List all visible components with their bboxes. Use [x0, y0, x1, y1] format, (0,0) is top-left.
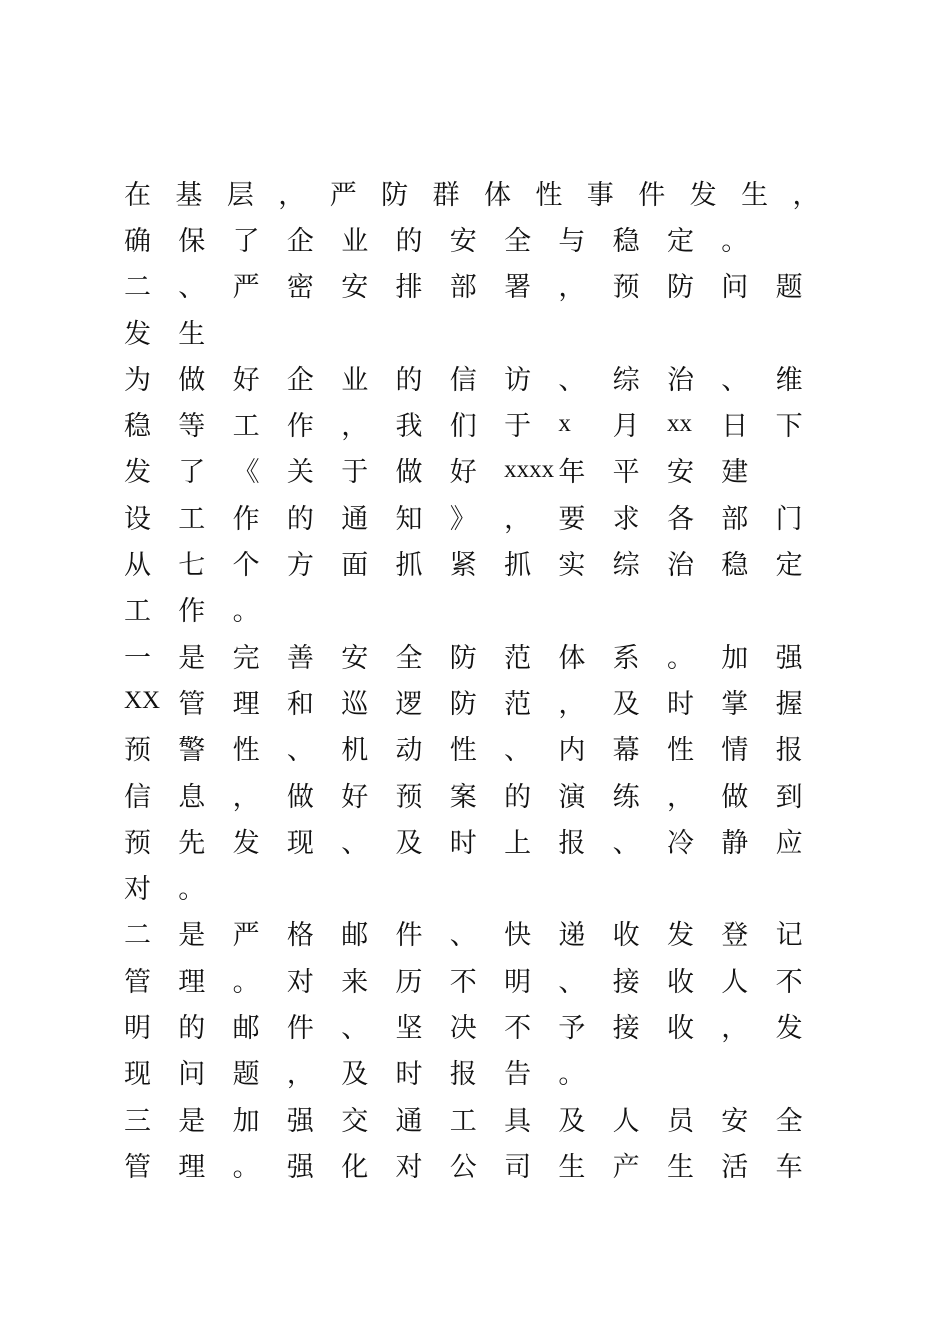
text-char: 的 [395, 364, 423, 396]
text-char: 接 [612, 966, 640, 998]
text-char: 通 [395, 1105, 423, 1137]
text-char: 、 [504, 735, 532, 767]
text-char: 问 [178, 1059, 206, 1091]
text-char: 严 [232, 920, 260, 952]
text-char: ， [286, 1059, 314, 1091]
text-char: 排 [395, 272, 423, 304]
text-char: 访 [504, 364, 532, 396]
text-char: 幕 [612, 735, 640, 767]
text-char: 演 [558, 781, 586, 813]
text-char: 。 [232, 596, 260, 628]
text-char: 密 [286, 272, 314, 304]
text-line [124, 725, 844, 771]
text-char: 历 [395, 966, 423, 998]
text-char: 预 [124, 735, 151, 767]
text-char: 完 [232, 642, 260, 674]
text-char: 企 [286, 225, 314, 257]
text-char: 确 [124, 225, 151, 257]
text-char: 理 [232, 688, 260, 720]
text-char: 稳 [721, 550, 749, 582]
text-char: 发 [775, 1012, 803, 1044]
text-char: 通 [341, 503, 369, 535]
text-char: 们 [449, 411, 477, 443]
text-char: 作 [286, 411, 314, 443]
text-char: 内 [558, 735, 586, 767]
text-char: 予 [558, 1012, 586, 1044]
text-char: 明 [124, 1012, 151, 1044]
text-char: 了 [232, 225, 260, 257]
text-char: 预 [612, 272, 640, 304]
text-char: 综 [612, 364, 640, 396]
text-char: 抓 [504, 550, 532, 582]
text-char: 发 [232, 827, 260, 859]
text-char: 。 [232, 1151, 260, 1183]
text-char: 登 [721, 920, 749, 952]
text-char: 不 [775, 966, 803, 998]
text-char: 三 [124, 1105, 151, 1137]
text-char: 工 [124, 596, 151, 628]
text-char: 冷 [666, 827, 694, 859]
text-char: 明 [504, 966, 532, 998]
text-char: 方 [286, 550, 314, 582]
text-char: 二 [124, 272, 151, 304]
text-char: 不 [504, 1012, 532, 1044]
text-char: 静 [721, 827, 749, 859]
text-char: 抓 [395, 550, 423, 582]
text-char: 月 [612, 411, 640, 443]
text-char: 握 [775, 688, 803, 720]
text-char: 发 [666, 920, 694, 952]
text-char: 邮 [232, 1012, 260, 1044]
text-char: 做 [286, 781, 314, 813]
text-char: 上 [504, 827, 532, 859]
text-line [124, 262, 844, 308]
text-char: 工 [449, 1105, 477, 1137]
text-char: 维 [775, 364, 803, 396]
text-line [124, 1002, 844, 1048]
text-char: 体 [558, 642, 586, 674]
text-char: 防 [449, 642, 477, 674]
text-line [124, 678, 844, 724]
text-char: 、 [449, 920, 477, 952]
text-char: 到 [775, 781, 803, 813]
text-char: 和 [286, 688, 314, 720]
text-char: 件 [286, 1012, 314, 1044]
text-char: 稳 [612, 225, 640, 257]
text-char: 及 [558, 1105, 586, 1137]
text-char: 在 [124, 179, 151, 211]
text-char: 从 [124, 550, 151, 582]
text-line [124, 1141, 844, 1187]
text-char: ， [792, 179, 820, 211]
text-char: 七 [178, 550, 206, 582]
text-char: 。 [558, 1059, 586, 1091]
text-char: 关 [286, 457, 314, 489]
text-char: 全 [395, 642, 423, 674]
text-char: 防 [449, 688, 477, 720]
text-char: 性 [232, 735, 260, 767]
text-char: 报 [775, 735, 803, 767]
text-char: 时 [395, 1059, 423, 1091]
text-char: 收 [666, 966, 694, 998]
text-char: 发 [124, 457, 151, 489]
text-char: 做 [178, 364, 206, 396]
text-char: 司 [504, 1151, 532, 1183]
text-char: 稳 [124, 411, 151, 443]
text-char: 交 [341, 1105, 369, 1137]
text-char: 来 [341, 966, 369, 998]
text-line [124, 771, 844, 817]
text-char: 时 [449, 827, 477, 859]
text-char: 加 [721, 642, 749, 674]
text-char: 递 [558, 920, 586, 952]
text-char: 生 [666, 1151, 694, 1183]
text-char: XX [124, 687, 161, 715]
text-char: 、 [558, 364, 586, 396]
text-char: 现 [124, 1059, 151, 1091]
text-char: 性 [449, 735, 477, 767]
text-char: 发 [689, 179, 717, 211]
text-char: 、 [286, 735, 314, 767]
text-char: 。 [232, 966, 260, 998]
text-char: 下 [775, 411, 803, 443]
text-char: 定 [666, 225, 694, 257]
text-char: 安 [666, 457, 694, 489]
text-char: ， [558, 272, 586, 304]
text-char: 生 [178, 318, 206, 350]
text-char: 了 [178, 457, 206, 489]
text-char: ， [278, 179, 306, 211]
text-char: 全 [775, 1105, 803, 1137]
text-char: 部 [721, 503, 749, 535]
text-line [124, 817, 844, 863]
text-char: 生 [558, 1151, 586, 1183]
text-char: 时 [666, 688, 694, 720]
text-char: 好 [232, 364, 260, 396]
text-char: 管 [124, 1151, 151, 1183]
document-body [124, 169, 844, 1188]
text-char: 好 [449, 457, 477, 489]
text-line [124, 215, 844, 261]
text-line [124, 447, 844, 493]
text-char: 平 [612, 457, 640, 489]
text-line [124, 493, 844, 539]
text-char: 范 [504, 642, 532, 674]
text-char: 快 [504, 920, 532, 952]
text-char: ， [504, 503, 532, 535]
text-line [124, 956, 844, 1002]
text-char: 求 [612, 503, 640, 535]
text-char: 群 [432, 179, 460, 211]
text-char: 安 [341, 272, 369, 304]
text-char: 接 [612, 1012, 640, 1044]
text-char: 性 [535, 179, 563, 211]
text-char: 对 [286, 966, 314, 998]
text-char: 及 [395, 827, 423, 859]
text-char: 于 [504, 411, 532, 443]
text-char: 信 [124, 781, 151, 813]
text-char: 是 [178, 920, 206, 952]
text-char: 业 [341, 364, 369, 396]
text-char: 、 [558, 966, 586, 998]
text-char: 年 [558, 457, 586, 489]
text-char: 先 [178, 827, 206, 859]
text-char: 基 [175, 179, 203, 211]
text-char: 。 [666, 642, 694, 674]
text-char: 事 [586, 179, 614, 211]
text-char: 人 [721, 966, 749, 998]
text-char: 严 [329, 179, 357, 211]
text-char: 活 [721, 1151, 749, 1183]
text-char: 建 [721, 457, 749, 489]
text-char: 记 [775, 920, 803, 952]
text-char: xx [666, 409, 692, 437]
text-char: 情 [721, 735, 749, 767]
text-char: 层 [226, 179, 254, 211]
text-char: 业 [341, 225, 369, 257]
text-line [124, 1049, 844, 1095]
text-char: 各 [666, 503, 694, 535]
text-line [124, 910, 844, 956]
text-char: 产 [612, 1151, 640, 1183]
text-char: 的 [395, 225, 423, 257]
text-char: 全 [504, 225, 532, 257]
text-char: 工 [178, 503, 206, 535]
text-char: 对 [395, 1151, 423, 1183]
text-char: 坚 [395, 1012, 423, 1044]
text-char: 安 [721, 1105, 749, 1137]
text-char: xxxx [504, 455, 555, 483]
text-line [124, 400, 844, 446]
text-char: 一 [124, 642, 151, 674]
text-char: 收 [666, 1012, 694, 1044]
text-char: 部 [449, 272, 477, 304]
text-char: ， [666, 781, 694, 813]
text-line [124, 354, 844, 400]
text-char: 强 [286, 1105, 314, 1137]
text-char: 系 [612, 642, 640, 674]
text-char: 报 [449, 1059, 477, 1091]
text-char: ， [721, 1012, 749, 1044]
text-char: 安 [449, 225, 477, 257]
text-char: 格 [286, 920, 314, 952]
text-char: 信 [449, 364, 477, 396]
text-char: 管 [178, 688, 206, 720]
text-char: 设 [124, 503, 151, 535]
text-char: 及 [341, 1059, 369, 1091]
text-char: 》 [449, 503, 477, 535]
text-char: 加 [232, 1105, 260, 1137]
text-char: 的 [286, 503, 314, 535]
text-char: 、 [612, 827, 640, 859]
text-char: 预 [395, 781, 423, 813]
text-char: 的 [178, 1012, 206, 1044]
text-char: 作 [232, 503, 260, 535]
text-char: 范 [504, 688, 532, 720]
text-char: 作 [178, 596, 206, 628]
text-line [124, 632, 844, 678]
text-char: ， [558, 688, 586, 720]
text-char: 报 [558, 827, 586, 859]
text-char: 应 [775, 827, 803, 859]
text-char: 面 [341, 550, 369, 582]
text-char: 体 [483, 179, 511, 211]
text-char: 强 [286, 1151, 314, 1183]
text-char: ， [341, 411, 369, 443]
text-char: 门 [775, 503, 803, 535]
text-line [124, 1095, 844, 1141]
text-char: 、 [178, 272, 206, 304]
text-char: 于 [341, 457, 369, 489]
text-char: 要 [558, 503, 586, 535]
text-char: 防 [381, 179, 409, 211]
text-char: 管 [124, 966, 151, 998]
text-char: 化 [341, 1151, 369, 1183]
text-char: 个 [232, 550, 260, 582]
text-line [124, 586, 844, 632]
text-char: 治 [666, 550, 694, 582]
text-line [124, 169, 844, 215]
text-char: 巡 [341, 688, 369, 720]
text-char: 题 [775, 272, 803, 304]
text-char: 二 [124, 920, 151, 952]
text-char: 件 [395, 920, 423, 952]
text-char: 公 [449, 1151, 477, 1183]
text-char: 知 [395, 503, 423, 535]
text-char: 具 [504, 1105, 532, 1137]
text-char: 善 [286, 642, 314, 674]
text-char: 日 [721, 411, 749, 443]
text-char: 性 [666, 735, 694, 767]
text-char: 严 [232, 272, 260, 304]
text-line [124, 539, 844, 585]
text-char: 等 [178, 411, 206, 443]
text-char: 是 [178, 642, 206, 674]
text-char: 好 [341, 781, 369, 813]
text-char: 机 [341, 735, 369, 767]
text-char: 为 [124, 364, 151, 396]
text-char: 预 [124, 827, 151, 859]
text-char: 现 [286, 827, 314, 859]
text-char: 做 [395, 457, 423, 489]
text-char: 、 [341, 827, 369, 859]
text-char: 员 [666, 1105, 694, 1137]
text-char: 练 [612, 781, 640, 813]
text-char: 逻 [395, 688, 423, 720]
text-char: 对 [124, 874, 151, 906]
text-char: 防 [666, 272, 694, 304]
text-char: 发 [124, 318, 151, 350]
text-char: 动 [395, 735, 423, 767]
text-char: 治 [666, 364, 694, 396]
text-char: 安 [341, 642, 369, 674]
text-char: 的 [504, 781, 532, 813]
text-char: 强 [775, 642, 803, 674]
text-char: 邮 [341, 920, 369, 952]
text-char: 署 [504, 272, 532, 304]
text-char: 题 [232, 1059, 260, 1091]
text-char: 实 [558, 550, 586, 582]
text-char: 理 [178, 1151, 206, 1183]
text-char: 我 [395, 411, 423, 443]
text-char: 综 [612, 550, 640, 582]
text-char: 掌 [721, 688, 749, 720]
text-char: 及 [612, 688, 640, 720]
text-char: 警 [178, 735, 206, 767]
text-char: 企 [286, 364, 314, 396]
text-line [124, 308, 844, 354]
text-char: 息 [178, 781, 206, 813]
text-line [124, 863, 844, 909]
text-char: 案 [449, 781, 477, 813]
text-char: 问 [721, 272, 749, 304]
text-char: 保 [178, 225, 206, 257]
text-char: 、 [341, 1012, 369, 1044]
text-char: 车 [775, 1151, 803, 1183]
text-char: 、 [721, 364, 749, 396]
text-char: 工 [232, 411, 260, 443]
text-char: ， [232, 781, 260, 813]
text-char: 做 [721, 781, 749, 813]
text-char: 收 [612, 920, 640, 952]
text-char: 件 [638, 179, 666, 211]
text-char: 决 [449, 1012, 477, 1044]
text-char: 是 [178, 1105, 206, 1137]
text-char: 生 [741, 179, 769, 211]
text-char: 定 [775, 550, 803, 582]
text-char: 不 [449, 966, 477, 998]
text-char: 《 [232, 457, 260, 489]
text-char: 。 [178, 874, 206, 906]
text-char: 。 [721, 225, 749, 257]
text-char: 人 [612, 1105, 640, 1137]
text-char: 理 [178, 966, 206, 998]
text-char: 与 [558, 225, 586, 257]
text-char: x [558, 409, 571, 437]
text-char: 紧 [449, 550, 477, 582]
text-char: 告 [504, 1059, 532, 1091]
